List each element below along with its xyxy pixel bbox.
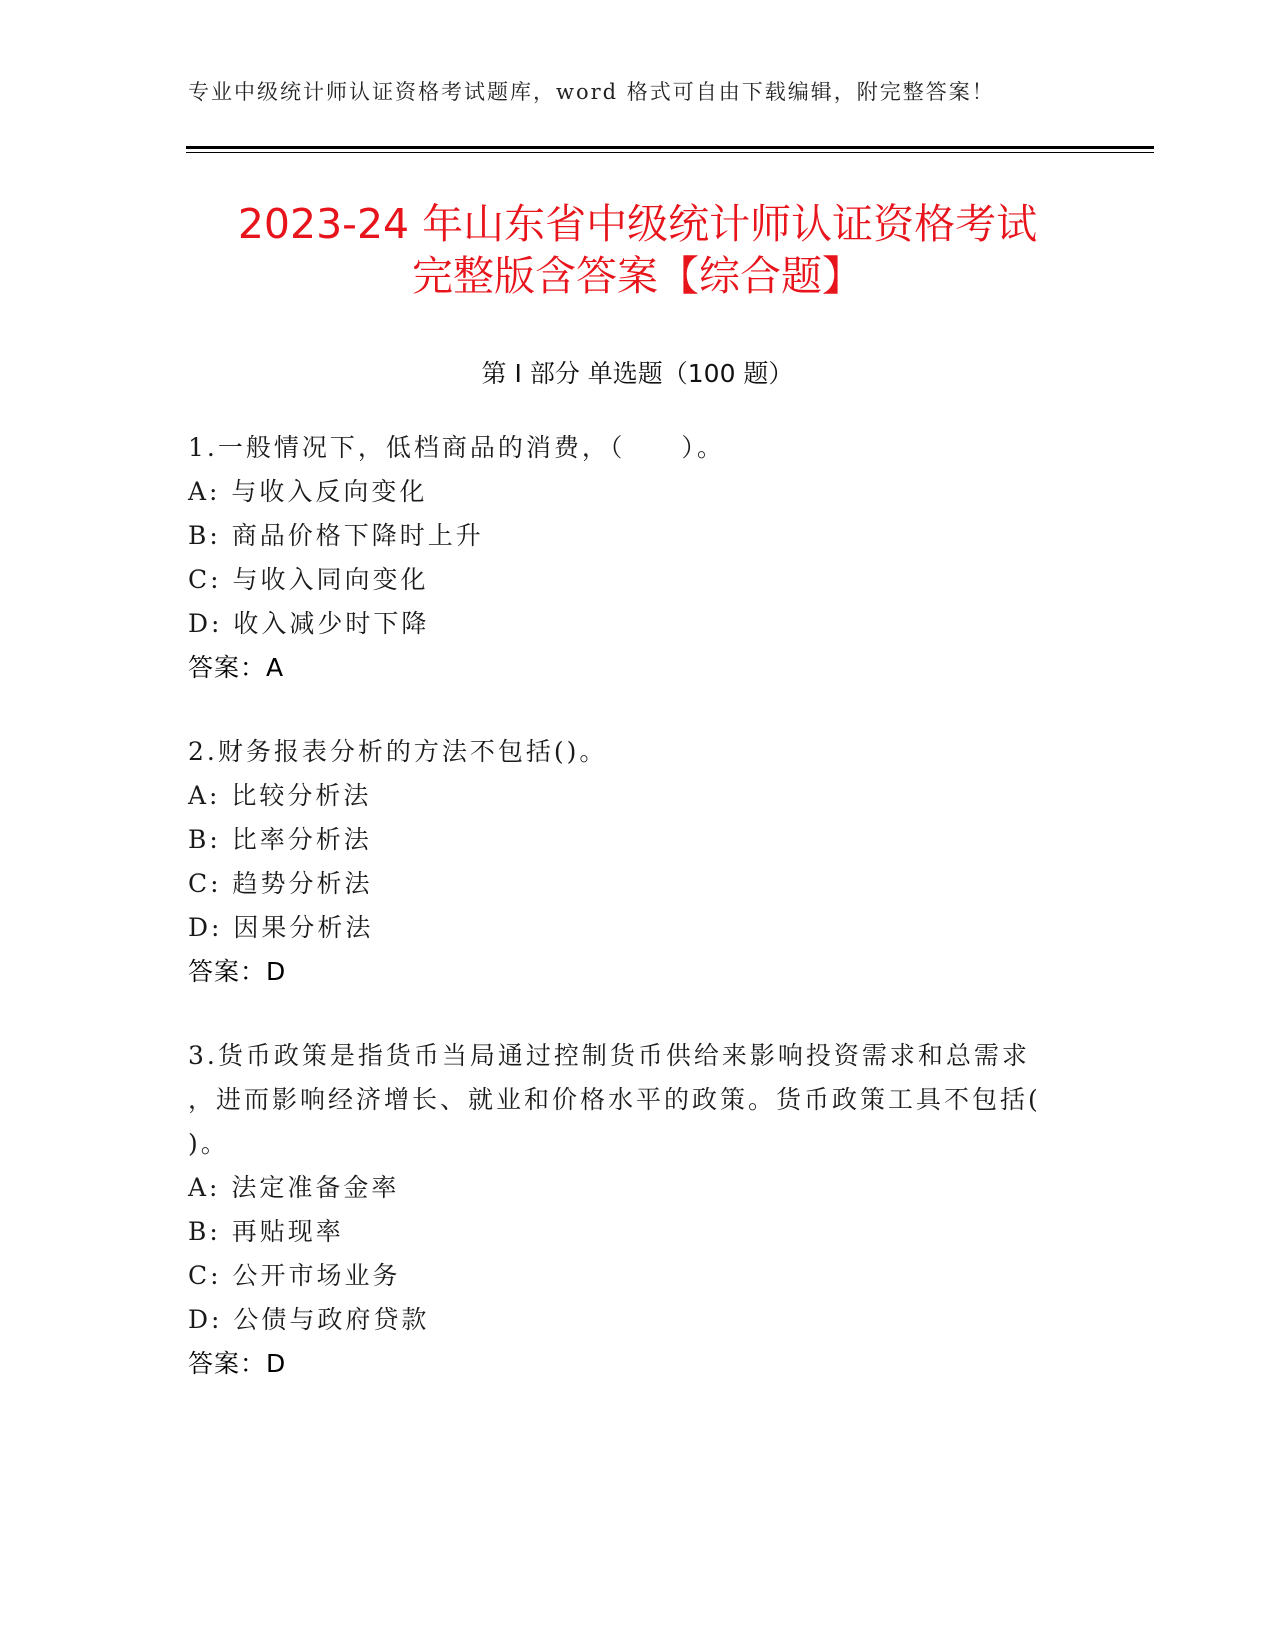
- question-2-stem: 2.财务报表分析的方法不包括()。: [188, 737, 608, 766]
- question-1-stem: 1.一般情况下，低档商品的消费，（ ）。: [188, 433, 725, 462]
- question-3-option-d: D: 公债与政府贷款: [188, 1305, 430, 1334]
- question-1-option-c: C: 与收入同向变化: [188, 565, 429, 594]
- title-line-1: 2023-24 年山东省中级统计师认证资格考试: [237, 200, 1038, 248]
- question-2-option-a: A: 比较分析法: [188, 781, 372, 810]
- document-title: [150, 198, 1125, 302]
- question-3-answer: 答案：D: [188, 1349, 287, 1378]
- question-3-stem-line-1: 3.货币政策是指货币当局通过控制货币供给来影响投资需求和总需求: [188, 1041, 1030, 1070]
- question-1-answer: 答案：A: [188, 653, 285, 682]
- header-rule-thin: [186, 152, 1154, 153]
- question-3-option-c: C: 公开市场业务: [188, 1261, 401, 1290]
- question-1-option-a: A: 与收入反向变化: [188, 477, 428, 506]
- header-rule-thick: [186, 146, 1154, 149]
- section-heading: 第 I 部分 单选题（100 题）: [481, 359, 794, 388]
- question-3-stem-line-3: )。: [188, 1129, 229, 1158]
- question-2-option-b: B: 比率分析法: [188, 825, 372, 854]
- question-3-stem-line-2: ，进而影响经济增长、就业和价格水平的政策。货币政策工具不包括(: [188, 1085, 1041, 1114]
- header-note: 专业中级统计师认证资格考试题库，word 格式可自由下载编辑，附完整答案！: [188, 80, 995, 104]
- question-2-answer: 答案：D: [188, 957, 287, 986]
- question-3-option-a: A: 法定准备金率: [188, 1173, 400, 1202]
- question-1-option-d: D: 收入减少时下降: [188, 609, 430, 638]
- question-1-option-b: B: 商品价格下降时上升: [188, 521, 484, 550]
- question-2-option-c: C: 趋势分析法: [188, 869, 373, 898]
- question-2-option-d: D: 因果分析法: [188, 913, 374, 942]
- question-3-option-b: B: 再贴现率: [188, 1217, 344, 1246]
- title-line-2: 完整版含答案【综合题】: [412, 252, 863, 300]
